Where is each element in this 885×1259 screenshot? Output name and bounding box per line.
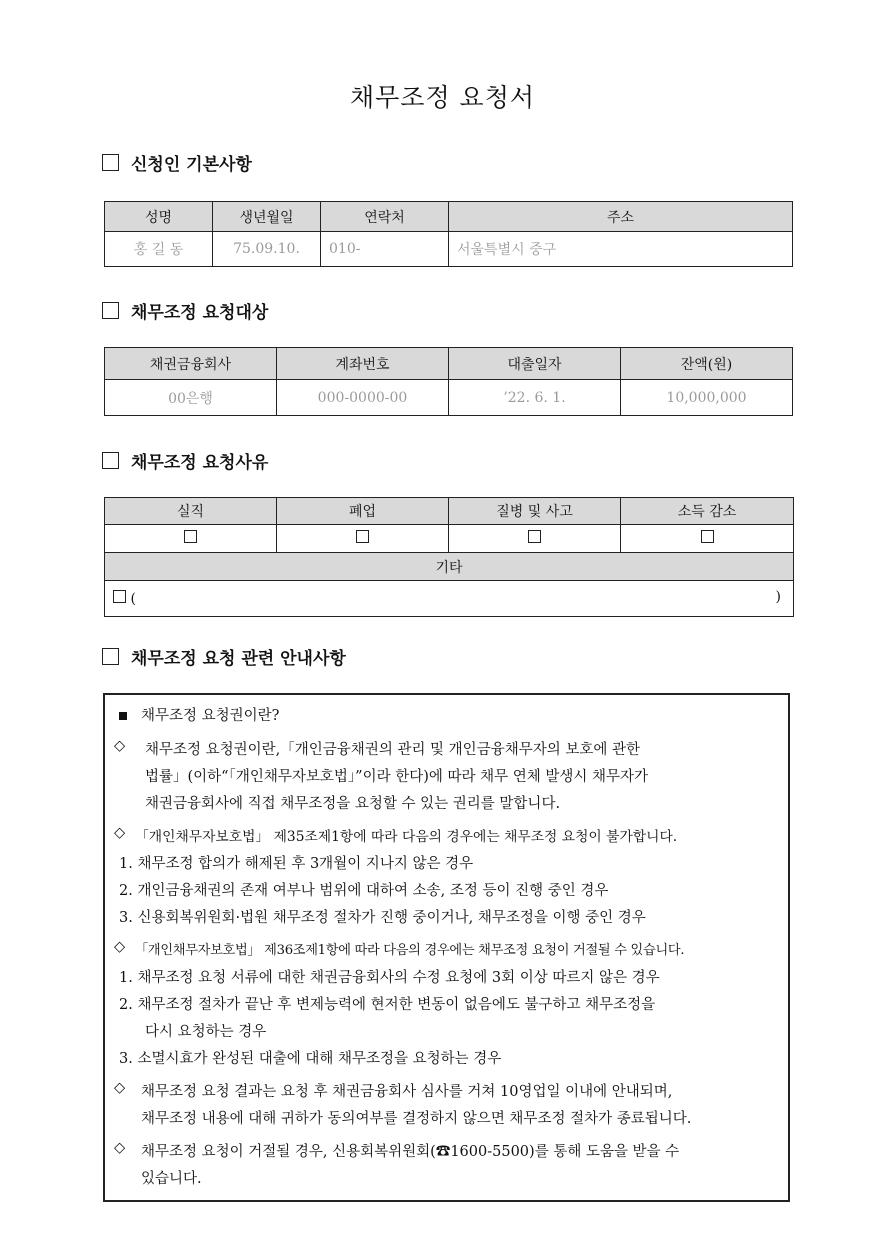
notice-item: 3. 신용회복위원회·법원 채무조정 절차가 진행 중이거나, 채무조정을 이행 중인 경우 <box>119 910 646 926</box>
notice-item: 1. 채무조정 요청 서류에 대한 채권금융회사의 수정 요청에 3회 이상 따르지 않은 경우 <box>119 970 660 986</box>
checkbox-icon <box>102 302 119 319</box>
section-reason-heading <box>102 448 268 473</box>
diamond-bullet-icon: ◇ <box>114 1080 126 1096</box>
header-income-decrease: 소득 감소 <box>621 498 794 525</box>
reason-table <box>104 497 794 617</box>
notice-item: 2. 채무조정 절차가 끝난 후 변제능력에 현저한 변동이 없음에도 불구하고 채무조정을 <box>119 997 656 1013</box>
notice-line: 있습니다. <box>141 1171 202 1187</box>
account-field[interactable]: 000-0000-00 <box>277 380 449 416</box>
balance-field[interactable]: 10,000,000 <box>621 380 793 416</box>
notice-line: 「개인채무자보호법」 제36조제1항에 따라 다음의 경우에는 채무조정 요청이 거절될 수 있습니다. <box>135 943 685 958</box>
header-other: 기타 <box>105 553 794 581</box>
notice-line: 채무조정 내용에 대해 귀하가 동의여부를 결정하지 않으면 채무조정 절차가 종료됩니다. <box>141 1111 692 1127</box>
section-target-heading <box>102 298 268 323</box>
notice-heading <box>119 704 279 725</box>
header-unemployment: 실직 <box>105 498 277 525</box>
diamond-bullet-icon: ◇ <box>114 939 126 955</box>
notice-line: 법률」(이하“「개인채무자보호법」”이라 한다)에 따라 채무 연체 발생시 채무자가 <box>145 769 649 785</box>
header-illness-accident: 질병 및 사고 <box>449 498 621 525</box>
other-open-paren: ( <box>130 591 136 607</box>
notice-item: 3. 소멸시효가 완성된 대출에 대해 채무조정을 요청하는 경우 <box>119 1051 502 1067</box>
business-closure-checkbox[interactable] <box>356 530 369 543</box>
section-title: 채무조정 요청사유 <box>131 453 269 473</box>
notice-item: 1. 채무조정 합의가 해제된 후 3개월이 지나지 않은 경우 <box>119 856 474 872</box>
notice-box <box>103 693 790 1202</box>
header-business-closure: 폐업 <box>277 498 449 525</box>
other-checkbox[interactable] <box>113 590 126 603</box>
section-notice-heading <box>102 644 346 669</box>
checkbox-icon <box>102 452 119 469</box>
section-applicant-heading <box>102 150 252 175</box>
notice-line: 채무조정 요청 결과는 요청 후 채권금융회사 심사를 거쳐 10영업일 이내에 안내되며, <box>141 1084 673 1100</box>
notice-line: 채무조정 요청이 거절될 경우, 신용회복위원회(☎1600-5500)를 통해 도움을 받을 수 <box>141 1144 680 1160</box>
header-loan-date: 대출일자 <box>449 348 621 380</box>
birthdate-field[interactable]: 75.09.10. <box>213 232 321 267</box>
diamond-bullet-icon: ◇ <box>114 1140 126 1156</box>
header-account: 계좌번호 <box>277 348 449 380</box>
notice-line: 채무조정 요청권이란,「개인금융채권의 관리 및 개인금융채무자의 보호에 관한 <box>145 742 640 758</box>
target-table <box>104 347 793 416</box>
address-field[interactable]: 서울특별시 중구 <box>449 232 793 267</box>
name-field[interactable]: 홍 길 동 <box>105 232 213 267</box>
checkbox-icon <box>102 154 119 171</box>
page-title: 채무조정 요청서 <box>350 83 535 112</box>
section-title: 채무조정 요청 관련 안내사항 <box>131 649 346 669</box>
income-decrease-checkbox[interactable] <box>701 530 714 543</box>
other-reason-row <box>105 581 794 617</box>
creditor-field[interactable]: 00은행 <box>105 380 277 416</box>
notice-line: 「개인채무자보호법」 제35조제1항에 따라 다음의 경우에는 채무조정 요청이 불가합니다. <box>135 829 678 845</box>
diamond-bullet-icon: ◇ <box>114 825 126 841</box>
other-close-paren: ) <box>775 589 781 605</box>
loan-date-field[interactable]: ’22. 6. 1. <box>449 380 621 416</box>
notice-heading-text: 채무조정 요청권이란? <box>141 708 280 724</box>
header-balance: 잔액(원) <box>621 348 793 380</box>
applicant-table <box>104 201 793 267</box>
contact-field[interactable]: 010- <box>321 232 449 267</box>
diamond-bullet-icon: ◇ <box>114 738 126 754</box>
notice-item: 다시 요청하는 경우 <box>145 1024 267 1040</box>
header-creditor: 채권금융회사 <box>105 348 277 380</box>
notice-line: 채권금융회사에 직접 채무조정을 요청할 수 있는 권리를 말합니다. <box>145 796 561 812</box>
header-contact: 연락처 <box>321 202 449 232</box>
header-name: 성명 <box>105 202 213 232</box>
bullet-square-icon <box>119 712 127 720</box>
header-address: 주소 <box>449 202 793 232</box>
section-title: 채무조정 요청대상 <box>131 303 269 323</box>
unemployment-checkbox[interactable] <box>184 530 197 543</box>
checkbox-icon <box>102 648 119 665</box>
section-title: 신청인 기본사항 <box>131 155 252 175</box>
illness-accident-checkbox[interactable] <box>528 530 541 543</box>
notice-item: 2. 개인금융채권의 존재 여부나 범위에 대하여 소송, 조정 등이 진행 중인 경우 <box>119 883 609 899</box>
header-birthdate: 생년월일 <box>213 202 321 232</box>
